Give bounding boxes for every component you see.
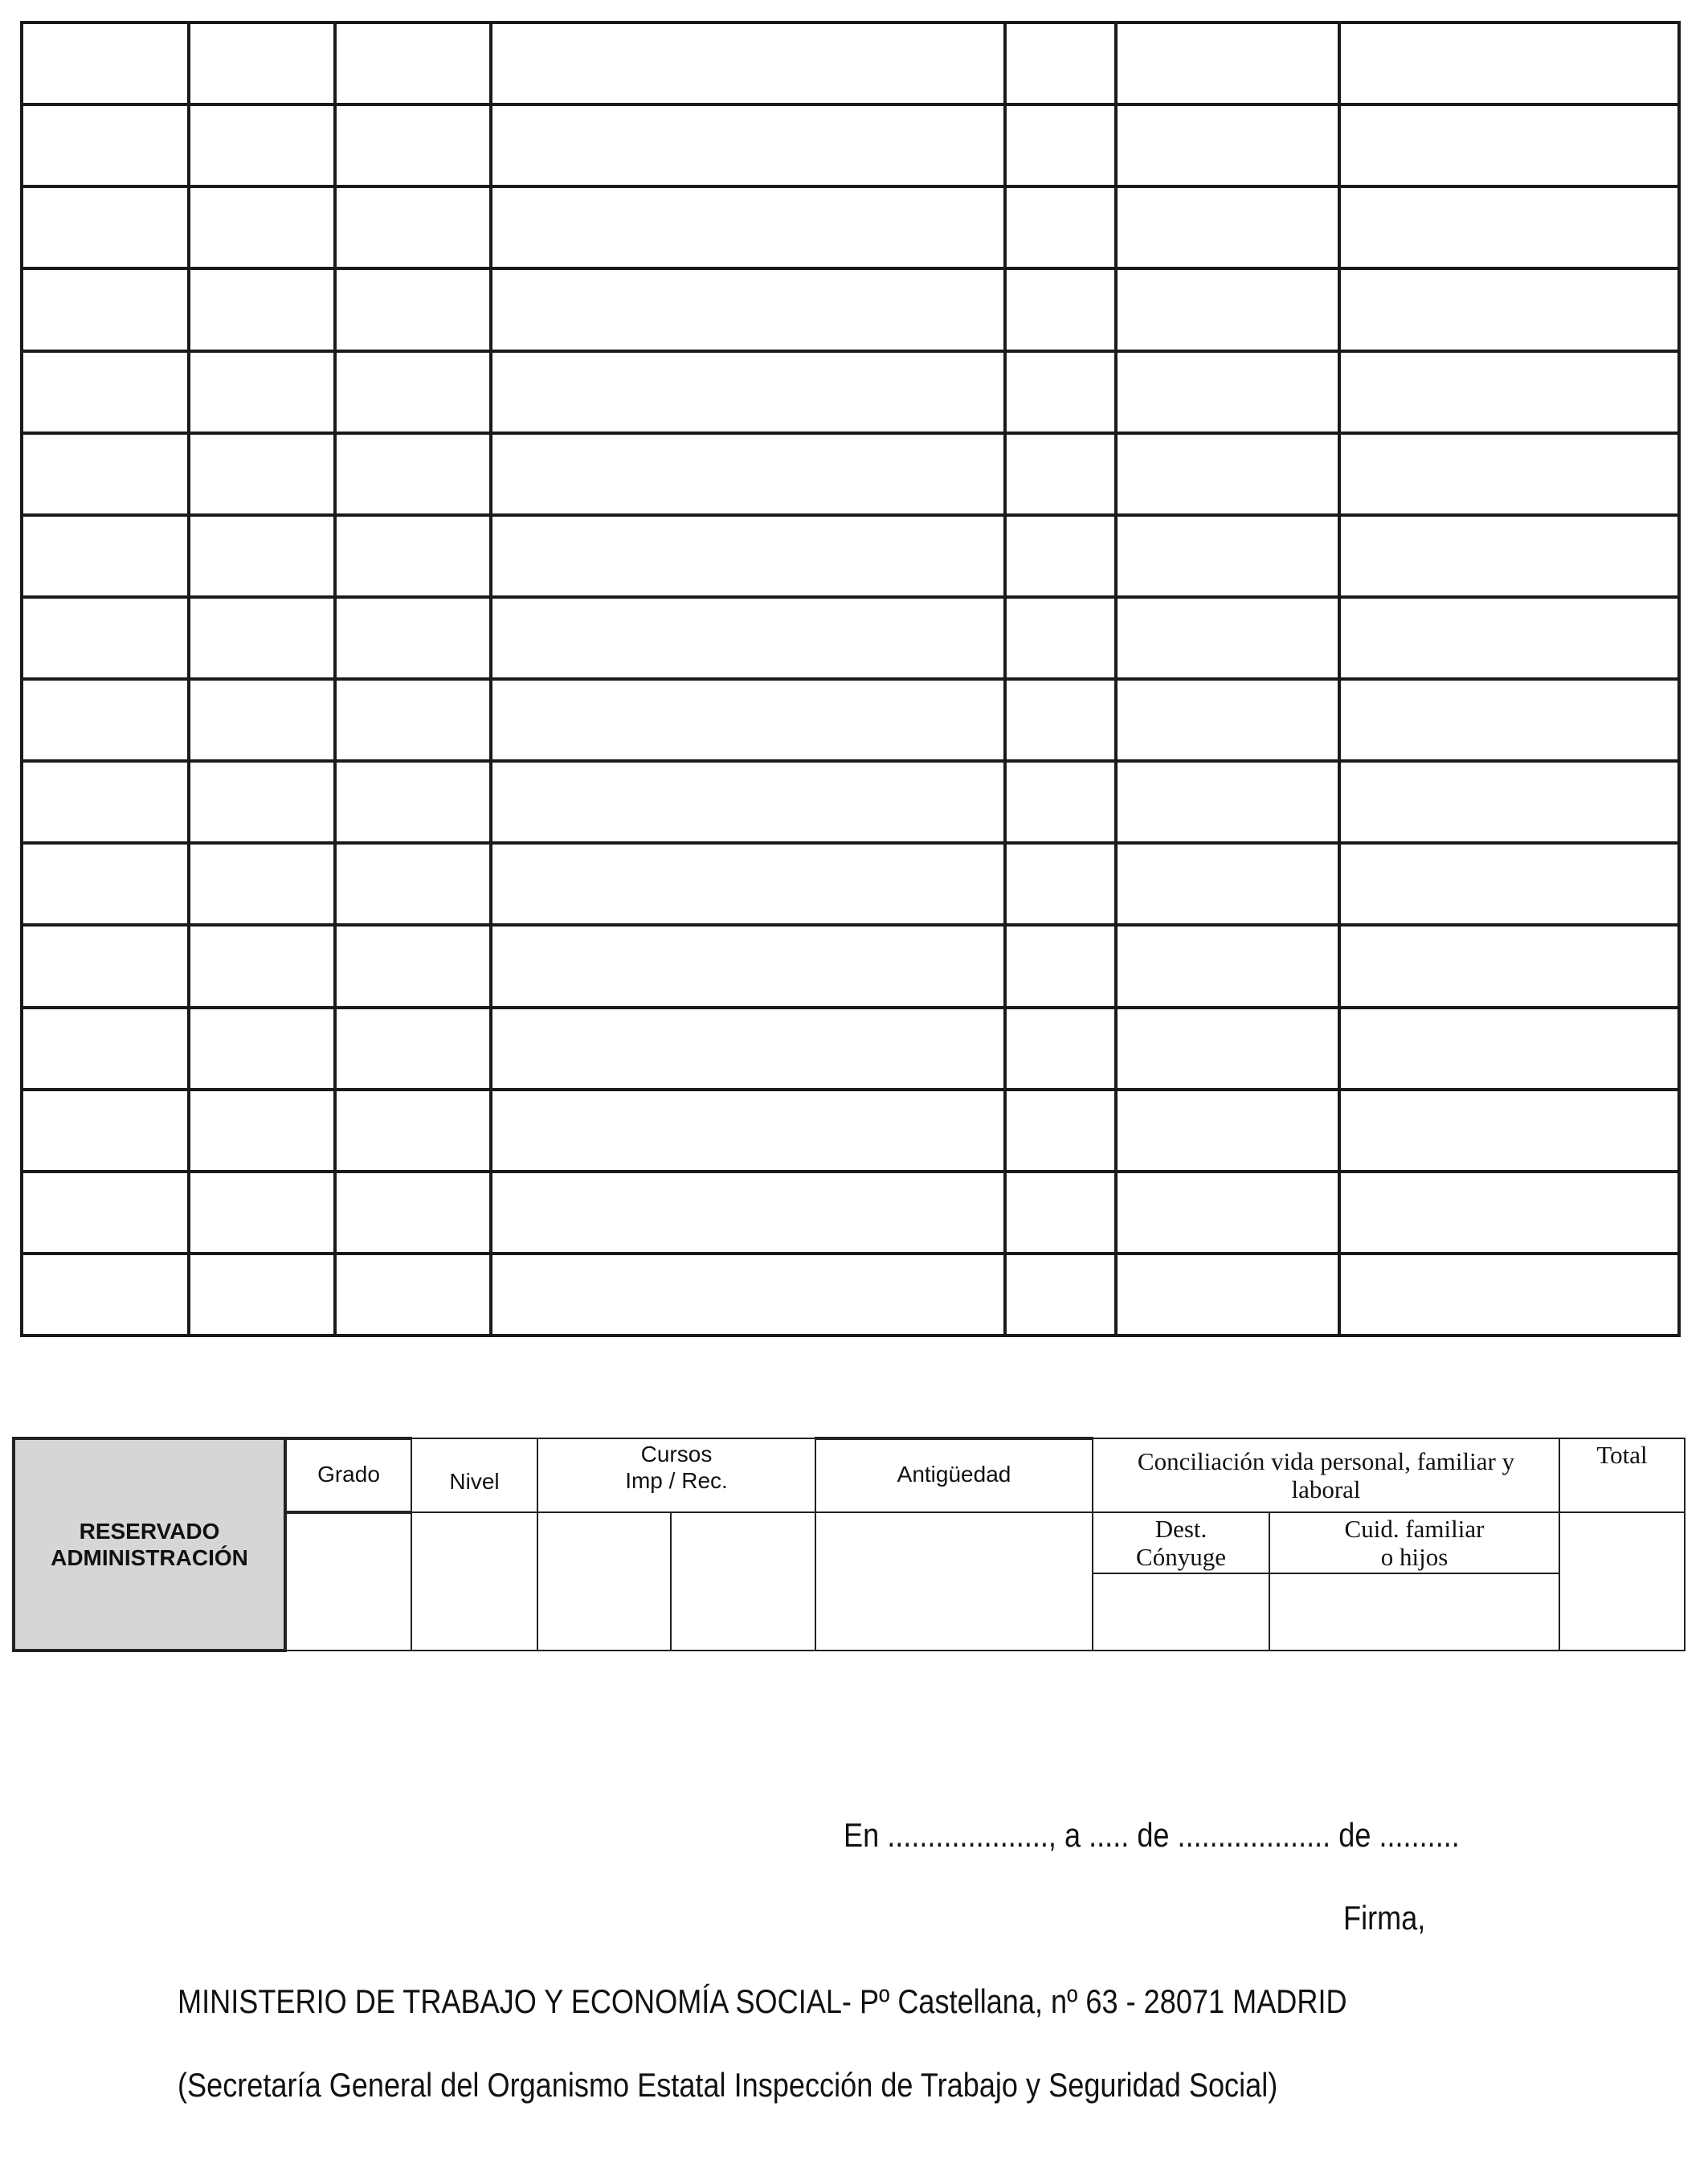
grid-cell[interactable]: [491, 268, 1005, 350]
grid-row: [22, 597, 1679, 679]
grid-cell[interactable]: [335, 925, 491, 1007]
grid-cell[interactable]: [1116, 925, 1339, 1007]
grid-cell[interactable]: [1116, 1008, 1339, 1090]
cursos-imp-value-cell[interactable]: [537, 1512, 671, 1651]
cursos-header-line-1: Cursos: [640, 1442, 713, 1466]
grid-cell[interactable]: [189, 22, 335, 104]
grid-cell[interactable]: [1005, 1254, 1116, 1336]
grid-cell[interactable]: [491, 1254, 1005, 1336]
grid-cell[interactable]: [22, 433, 189, 515]
grid-cell[interactable]: [1339, 1254, 1679, 1336]
grid-cell[interactable]: [335, 761, 491, 843]
grid-cell[interactable]: [22, 925, 189, 1007]
reserved-label-line-1: RESERVADO: [79, 1519, 220, 1544]
antiguedad-header: Antigüedad: [815, 1438, 1093, 1512]
grado-value-cell[interactable]: [285, 1512, 411, 1651]
grid-cell[interactable]: [1005, 186, 1116, 268]
grid-cell[interactable]: [491, 1008, 1005, 1090]
nivel-header: Nivel: [411, 1438, 537, 1512]
grid-cell[interactable]: [491, 597, 1005, 679]
cuidado-familiar-value-cell[interactable]: [1269, 1573, 1559, 1651]
grid-cell[interactable]: [189, 433, 335, 515]
grid-row: [22, 22, 1679, 104]
grid-cell[interactable]: [22, 186, 189, 268]
grid-cell[interactable]: [1116, 268, 1339, 350]
cursos-rec-value-cell[interactable]: [671, 1512, 815, 1651]
cuidado-familiar-header: [1269, 1512, 1559, 1573]
grid-row: [22, 351, 1679, 433]
grid-cell[interactable]: [22, 1008, 189, 1090]
grid-cell[interactable]: [491, 761, 1005, 843]
grid-cell[interactable]: [1005, 679, 1116, 761]
grid-cell[interactable]: [22, 104, 189, 186]
ministry-address: MINISTERIO DE TRABAJO Y ECONOMÍA SOCIAL- Pº Castellana, nº 63 - 28071 MADRID: [178, 1982, 1347, 2020]
grid-cell[interactable]: [491, 1090, 1005, 1172]
grid-cell[interactable]: [189, 515, 335, 597]
grid-cell[interactable]: [335, 1090, 491, 1172]
grid-cell[interactable]: [1116, 679, 1339, 761]
grid-cell[interactable]: [1116, 186, 1339, 268]
grid-row: [22, 104, 1679, 186]
grid-cell[interactable]: [491, 843, 1005, 925]
dest-conyuge-line-2: Cónyuge: [1136, 1543, 1226, 1571]
grid-cell[interactable]: [1005, 22, 1116, 104]
grid-cell[interactable]: [1339, 268, 1679, 350]
grid-row: [22, 186, 1679, 268]
grid-cell[interactable]: [1005, 268, 1116, 350]
grid-cell[interactable]: [1116, 597, 1339, 679]
grid-cell[interactable]: [189, 186, 335, 268]
total-header: Total: [1559, 1438, 1685, 1512]
grid-cell[interactable]: [189, 1172, 335, 1254]
grid-cell[interactable]: [335, 22, 491, 104]
grid-cell[interactable]: [189, 843, 335, 925]
grid-cell[interactable]: [335, 1008, 491, 1090]
grid-cell[interactable]: [1005, 1090, 1116, 1172]
grid-cell[interactable]: [335, 515, 491, 597]
grid-cell[interactable]: [491, 186, 1005, 268]
grid-cell[interactable]: [335, 351, 491, 433]
grid-cell[interactable]: [491, 1172, 1005, 1254]
grid-cell[interactable]: [1005, 433, 1116, 515]
grid-cell[interactable]: [1339, 1008, 1679, 1090]
grid-cell[interactable]: [189, 597, 335, 679]
grid-cell[interactable]: [1339, 515, 1679, 597]
reserved-administration-label: [14, 1438, 285, 1651]
grid-cell[interactable]: [1116, 761, 1339, 843]
grid-row: [22, 268, 1679, 350]
grid-cell[interactable]: [1005, 597, 1116, 679]
grid-cell[interactable]: [1339, 925, 1679, 1007]
reserved-administration-box: [12, 1437, 1686, 1652]
grid-cell[interactable]: [22, 268, 189, 350]
grid-cell[interactable]: [491, 22, 1005, 104]
grid-cell[interactable]: [1116, 1254, 1339, 1336]
grid-cell[interactable]: [22, 1090, 189, 1172]
grid-cell[interactable]: [491, 351, 1005, 433]
grid-cell[interactable]: [1339, 597, 1679, 679]
grid-cell[interactable]: [189, 1008, 335, 1090]
grid-row: [22, 1090, 1679, 1172]
cursos-header: [537, 1438, 815, 1512]
grid-cell[interactable]: [22, 22, 189, 104]
grid-cell[interactable]: [1005, 843, 1116, 925]
conciliacion-header: Conciliación vida personal, familiar y laboral: [1093, 1438, 1559, 1512]
grid-cell[interactable]: [491, 515, 1005, 597]
dest-conyuge-value-cell[interactable]: [1093, 1573, 1269, 1651]
grid-cell[interactable]: [1005, 1172, 1116, 1254]
grado-header: Grado: [285, 1438, 411, 1512]
grid-cell[interactable]: [189, 925, 335, 1007]
nivel-value-cell[interactable]: [411, 1512, 537, 1651]
grid-cell[interactable]: [22, 351, 189, 433]
grid-cell[interactable]: [335, 104, 491, 186]
grid-cell[interactable]: [1116, 351, 1339, 433]
grid-cell[interactable]: [335, 597, 491, 679]
cuidado-familiar-line-2: o hijos: [1380, 1543, 1449, 1571]
grid-cell[interactable]: [189, 1090, 335, 1172]
grid-cell[interactable]: [1005, 104, 1116, 186]
grid-cell[interactable]: [491, 925, 1005, 1007]
grid-cell[interactable]: [1116, 104, 1339, 186]
grid-cell[interactable]: [1339, 1172, 1679, 1254]
grid-cell[interactable]: [1339, 1090, 1679, 1172]
grid-cell[interactable]: [22, 1172, 189, 1254]
grid-row: [22, 515, 1679, 597]
cuidado-familiar-line-1: Cuid. familiar: [1344, 1515, 1485, 1543]
grid-cell[interactable]: [1005, 761, 1116, 843]
grid-row: [22, 679, 1679, 761]
grid-cell[interactable]: [491, 679, 1005, 761]
secretariat-subtitle: (Secretaría General del Organismo Estatal Inspección de Trabajo y Seguridad Social): [178, 2066, 1278, 2104]
grid-row: [22, 1008, 1679, 1090]
grid-cell[interactable]: [335, 843, 491, 925]
reserved-label-line-2: ADMINISTRACIÓN: [51, 1545, 248, 1570]
entry-grid-body: [22, 22, 1679, 1336]
grid-cell[interactable]: [1116, 1090, 1339, 1172]
dest-conyuge-line-1: Dest.: [1154, 1515, 1207, 1543]
grid-cell[interactable]: [22, 597, 189, 679]
grid-cell[interactable]: [1116, 22, 1339, 104]
grid-cell[interactable]: [1339, 22, 1679, 104]
grid-row: [22, 433, 1679, 515]
grid-cell[interactable]: [335, 1254, 491, 1336]
grid-row: [22, 843, 1679, 925]
place-date-line: En ...................., a ..... de ................... de ..........: [844, 1816, 1460, 1854]
grid-cell[interactable]: [1005, 1008, 1116, 1090]
grid-cell[interactable]: [22, 761, 189, 843]
grid-cell[interactable]: [189, 679, 335, 761]
grid-cell[interactable]: [1339, 679, 1679, 761]
grid-cell[interactable]: [491, 433, 1005, 515]
grid-cell[interactable]: [1339, 761, 1679, 843]
grid-row: [22, 761, 1679, 843]
grid-cell[interactable]: [335, 433, 491, 515]
grid-cell[interactable]: [335, 268, 491, 350]
grid-cell[interactable]: [22, 679, 189, 761]
grid-cell[interactable]: [1339, 433, 1679, 515]
entry-grid: [20, 21, 1681, 1337]
grid-cell[interactable]: [1116, 1172, 1339, 1254]
grid-cell[interactable]: [22, 1254, 189, 1336]
grid-cell[interactable]: [1116, 515, 1339, 597]
grid-cell[interactable]: [189, 268, 335, 350]
grid-cell[interactable]: [1339, 186, 1679, 268]
signature-label: Firma,: [1343, 1899, 1426, 1937]
grid-cell[interactable]: [335, 186, 491, 268]
grid-cell[interactable]: [1339, 843, 1679, 925]
grid-cell[interactable]: [1005, 515, 1116, 597]
dest-conyuge-header: [1093, 1512, 1269, 1573]
grid-cell[interactable]: [335, 679, 491, 761]
grid-cell[interactable]: [189, 351, 335, 433]
grid-row: [22, 1172, 1679, 1254]
grid-cell[interactable]: [189, 104, 335, 186]
grid-cell[interactable]: [22, 843, 189, 925]
grid-cell[interactable]: [22, 515, 189, 597]
grid-cell[interactable]: [1005, 925, 1116, 1007]
antiguedad-value-cell[interactable]: [815, 1512, 1093, 1651]
grid-row: [22, 1254, 1679, 1336]
grid-cell[interactable]: [335, 1172, 491, 1254]
grid-row: [22, 925, 1679, 1007]
grid-cell[interactable]: [491, 104, 1005, 186]
cursos-header-line-2: Imp / Rec.: [625, 1468, 728, 1493]
total-value-cell[interactable]: [1559, 1512, 1685, 1651]
grid-cell[interactable]: [189, 1254, 335, 1336]
grid-cell[interactable]: [1116, 433, 1339, 515]
grid-cell[interactable]: [1116, 843, 1339, 925]
grid-cell[interactable]: [189, 761, 335, 843]
grid-cell[interactable]: [1005, 351, 1116, 433]
grid-cell[interactable]: [1339, 104, 1679, 186]
grid-cell[interactable]: [1339, 351, 1679, 433]
